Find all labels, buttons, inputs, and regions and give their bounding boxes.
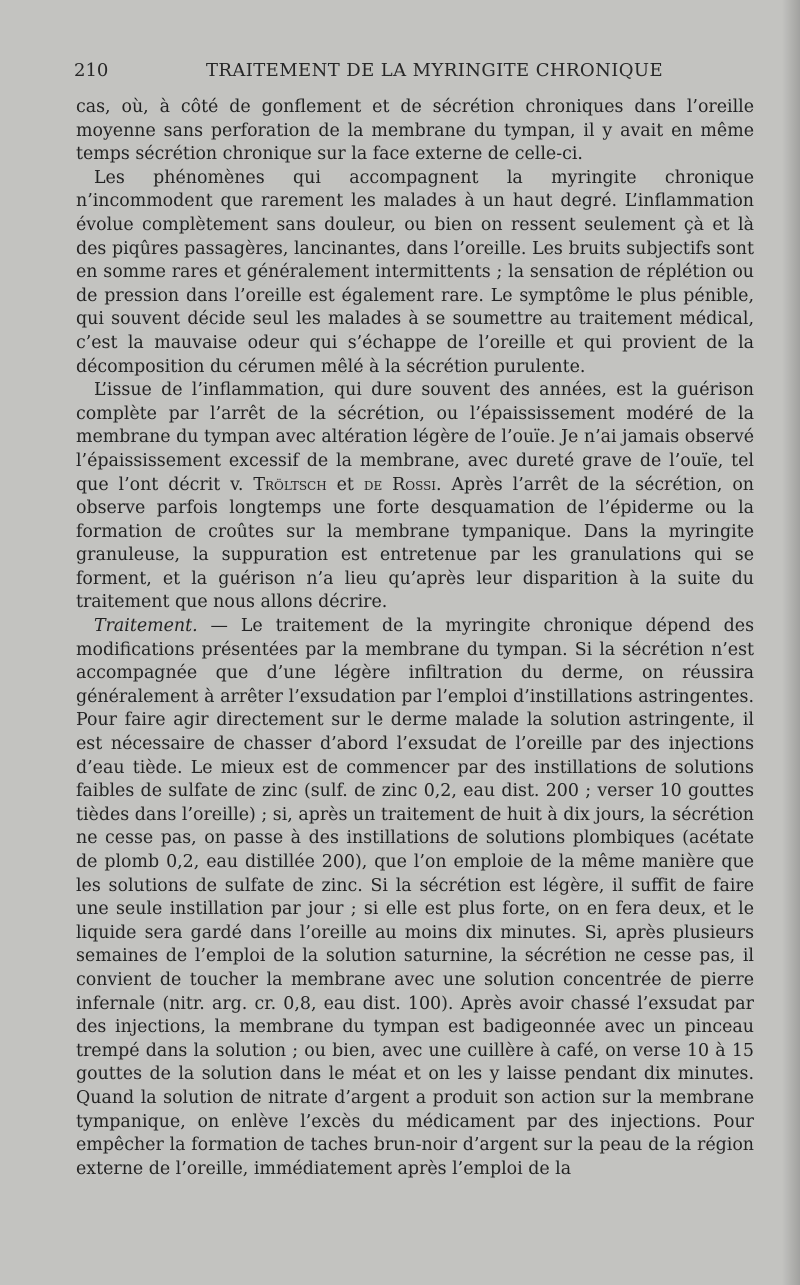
body-text (76, 96, 754, 1181)
page-edge-shadow (782, 0, 800, 1285)
paragraph-4 (76, 615, 754, 1181)
paragraph-3-text-a: L’issue de l’inflammation, qui dure souvent des années, est la guérison complète par l’arrêt de la sécrétion, ou l’épaississement modéré de la membrane du tympan avec altération légère de l’ouïe. Je n’ai jamais observé l’épaississement excessif de la membrane, avec dureté grave de l’ouïe, tel que l’ont décrit v. (76, 380, 754, 495)
page-number: 210 (74, 60, 109, 81)
paragraph-2: Les phénomènes qui accompagnent la myringite chronique n’incommodent que rarement les malades à un haut degré. L’inflammation évolue complètement sans douleur, ou bien on ressent seulement çà et là des piqûres passagères, lancinantes, dans l’oreille. Les bruits subjectifs sont en somme rares et généralement intermittents ; la sensation de réplétion ou de pression dans l’oreille est également rare. Le symptôme le plus pénible, qui souvent décide seul les malades à se soumettre au traitement médical, c’est la mauvaise odeur qui s’échappe de l’oreille et qui provient de la décomposition du cérumen mêlé à la sécrétion purulente. (76, 167, 754, 377)
paragraph-3-text-c: . Après l’arrêt de la sécrétion, on observe parfois longtemps une forte desquamation de l’épiderme ou la formation de croûtes sur la membrane tympanique. Dans la myringite granuleuse, la suppuration est entretenue par les granulations qui se forment, et la guérison n’a lieu qu’après leur disparition à la suite du traitement que nous allons décrire. (76, 474, 754, 613)
paragraph-3-text-b: et (336, 474, 354, 495)
author-name-rossi: de Rossi (363, 474, 437, 495)
author-name-troltsch: Tröltsch (253, 474, 327, 495)
running-title: TRAITEMENT DE LA MYRINGITE CHRONIQUE (206, 60, 664, 81)
section-heading-traitement: Traitement. (94, 616, 198, 637)
paragraph-1: cas, où, à côté de gonflement et de sécrétion chroniques dans l’oreille moyenne sans perforation de la membrane du tympan, il y avait en même temps sécrétion chronique sur la face externe de celle-ci. (76, 97, 754, 165)
page-header (74, 60, 754, 86)
paragraph-3 (76, 379, 754, 615)
paragraph-4-text: — Le traitement de la myringite chronique dépend des modifications présentées par la membrane du tympan. Si la sécrétion n’est accompagnée que d’une légère infiltration du derme, on réussira généralement à arrêter l’exsudation par l’emploi d’instillations astringentes. Pour faire agir directement sur le derme malade la solution astringente, il est nécessaire de chasser d’abord l’exsudat de l’oreille par des injections d’eau tiède. Le mieux est de commencer par des instillations de solutions faibles de sulfate de zinc (sulf. de zinc 0,2, eau dist. 200 ; verser 10 gouttes tièdes dans l’oreille) ; si, après un traitement de huit à dix jours, la sécrétion ne cesse pas, on passe à des instillations de solutions plombiques (acétate de plomb 0,2, eau distillée 200), que l’on emploie de la même manière que les solutions de sulfate de zinc. Si la sécrétion est légère, il suffit de faire une seule instillation par jour ; si elle est plus forte, on en fera deux, et le liquide sera gardé dans l’oreille au moins dix minutes. Si, après plusieurs semaines de l’emploi de la solution saturnine, la sécrétion ne cesse pas, il convient de toucher la membrane avec une solution concentrée de pierre infernale (nitr. arg. cr. 0,8, eau dist. 100). Après avoir chassé l’exsudat par des injections, la membrane du tympan est badigeonnée avec un pinceau trempé dans la solution ; ou bien, avec une cuillère à café, on verse 10 à 15 gouttes de la solution dans le méat et on les y laisse pendant dix minutes. Quand la solution de nitrate d’argent a produit son action sur la membrane tympanique, on enlève l’excès du médicament par des injections. Pour empêcher la formation de taches brun-noir d’argent sur la peau de la région externe de l’oreille, immédiatement après l’emploi de la (76, 616, 754, 1179)
